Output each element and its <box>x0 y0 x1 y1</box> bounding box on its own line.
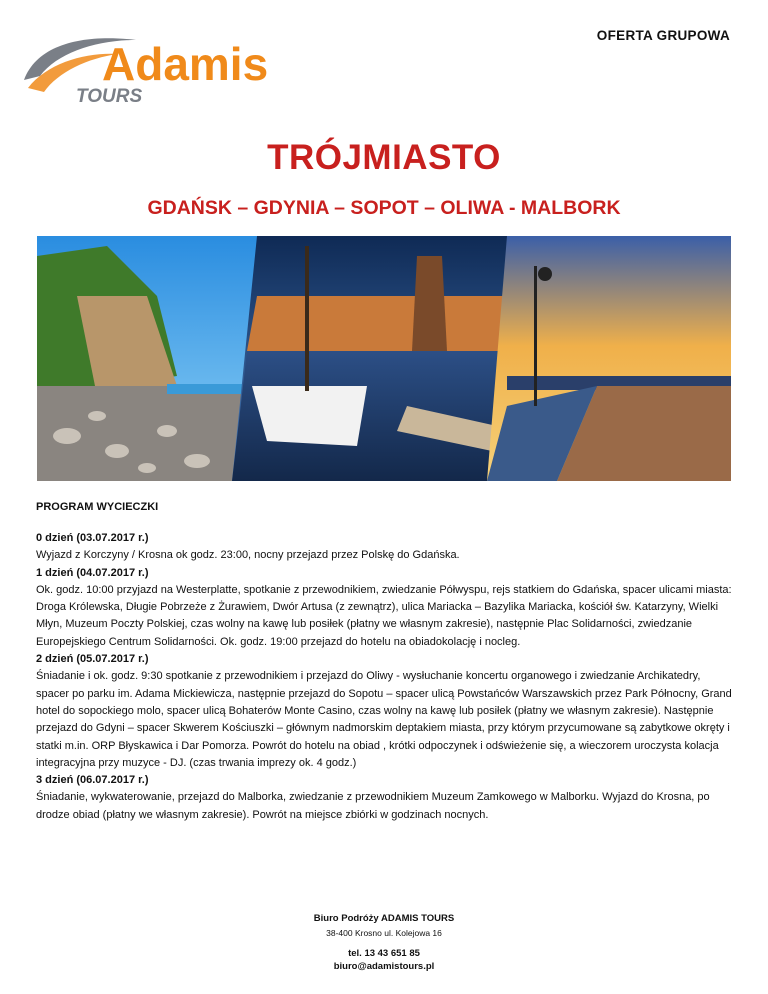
footer-contact <box>0 913 768 972</box>
sopot-pier-photo <box>487 236 731 481</box>
page-subtitle: GDAŃSK – GDYNIA – SOPOT – OLIWA - MALBORK <box>147 197 621 219</box>
page-title: TRÓJMIASTO <box>267 138 501 177</box>
svg-text:TOURS: TOURS <box>76 86 143 104</box>
program-heading: PROGRAM WYCIECZKI <box>36 501 159 513</box>
adamis-tours-logo <box>18 32 288 104</box>
day-title: 0 dzień (03.07.2017 r.) <box>36 532 149 544</box>
agency-phone: tel. 13 43 651 85 <box>348 948 420 959</box>
day-entry <box>36 530 736 565</box>
day-entry <box>36 651 736 772</box>
day-description: Ok. godz. 10:00 przyjazd na Westerplatte, spotkanie z przewodnikiem, zwiedzanie Półwyspu, rejs statkiem do Gdańska, spacer ulicami miasta: Droga Królewska, Długie Pobrzeże z Żurawiem, Dwór Artusa (z zewnątrz), ulica Mariacka – Bazylika Mariacka, kościół św. Katarzyny, Wielki Młyn, Muzeum Poczty Polskiej, czas wolny na kawę lub posiłek (płatny we własnym zakresie), następnie Plac Solidarności, zwiedzanie Europejskiego Centrum Solidarności. Ok. godz. 19:00 przejazd do hotelu na obiadokolację i nocleg. <box>36 583 732 648</box>
day-title: 1 dzień (04.07.2017 r.) <box>36 566 149 579</box>
agency-email[interactable]: biuro@adamistours.pl <box>333 961 435 972</box>
gdansk-harbour-photo <box>232 236 517 481</box>
day-description: Śniadanie i ok. godz. 9:30 spotkanie z przewodnikiem i przejazd do Oliwy - wysłuchanie koncertu organowego i zwiedzanie Archikatedry, spacer po parku im. Adama Mickiewicza, następnie przejazd do Sopotu – spacer ulicą Powstańców Warszawskich przez Park Północny, Grand hotel do sopockiego molo, spacer ulicą Bohaterów Monte Casino, czas wolny na kawę lub posiłek (płatny we własnym zakresie). Następnie przejazd do Gdyni – spacer Skwerem Kościuszki – głównym nadmorskim deptakiem miasta, przy którym przycumowane są zabytkowe okręty i statki m.in. ORP Błyskawica i Dar Pomorza. Powrót do hotelu na obiad , krótki odpoczynek i odświeżenie się, a wieczorem uroczysta kolacja integracyjna przy muzyce - DJ. (czas trwania imprezy ok. 4 godz.) <box>36 670 732 769</box>
itinerary <box>36 530 736 824</box>
cliff-beach-photo <box>37 236 267 481</box>
day-entry <box>36 565 736 651</box>
svg-text:Adamis: Adamis <box>102 38 269 90</box>
agency-name: Biuro Podróży ADAMIS TOURS <box>313 913 455 924</box>
day-description: Śniadanie, wykwaterowanie, przejazd do Malborka, zwiedzanie z przewodnikiem Muzeum Zamkowego w Malborku. Wyjazd do Krosna, po drodze obiad (płatny we własnym zakresie). Powrót na miejsce zbiórki w godzinach nocnych. <box>36 791 710 821</box>
agency-address: 38-400 Krosno ul. Kolejowa 16 <box>326 928 442 938</box>
day-title: 2 dzień (05.07.2017 r.) <box>36 653 149 666</box>
day-title: 3 dzień (06.07.2017 r.) <box>36 774 149 787</box>
day-entry <box>36 772 736 824</box>
destination-photo-banner <box>37 236 731 481</box>
offer-tag: OFERTA GRUPOWA <box>596 28 730 43</box>
day-description: Wyjazd z Korczyny / Krosna ok godz. 23:00, nocny przejazd przez Polskę do Gdańska. <box>36 549 460 562</box>
